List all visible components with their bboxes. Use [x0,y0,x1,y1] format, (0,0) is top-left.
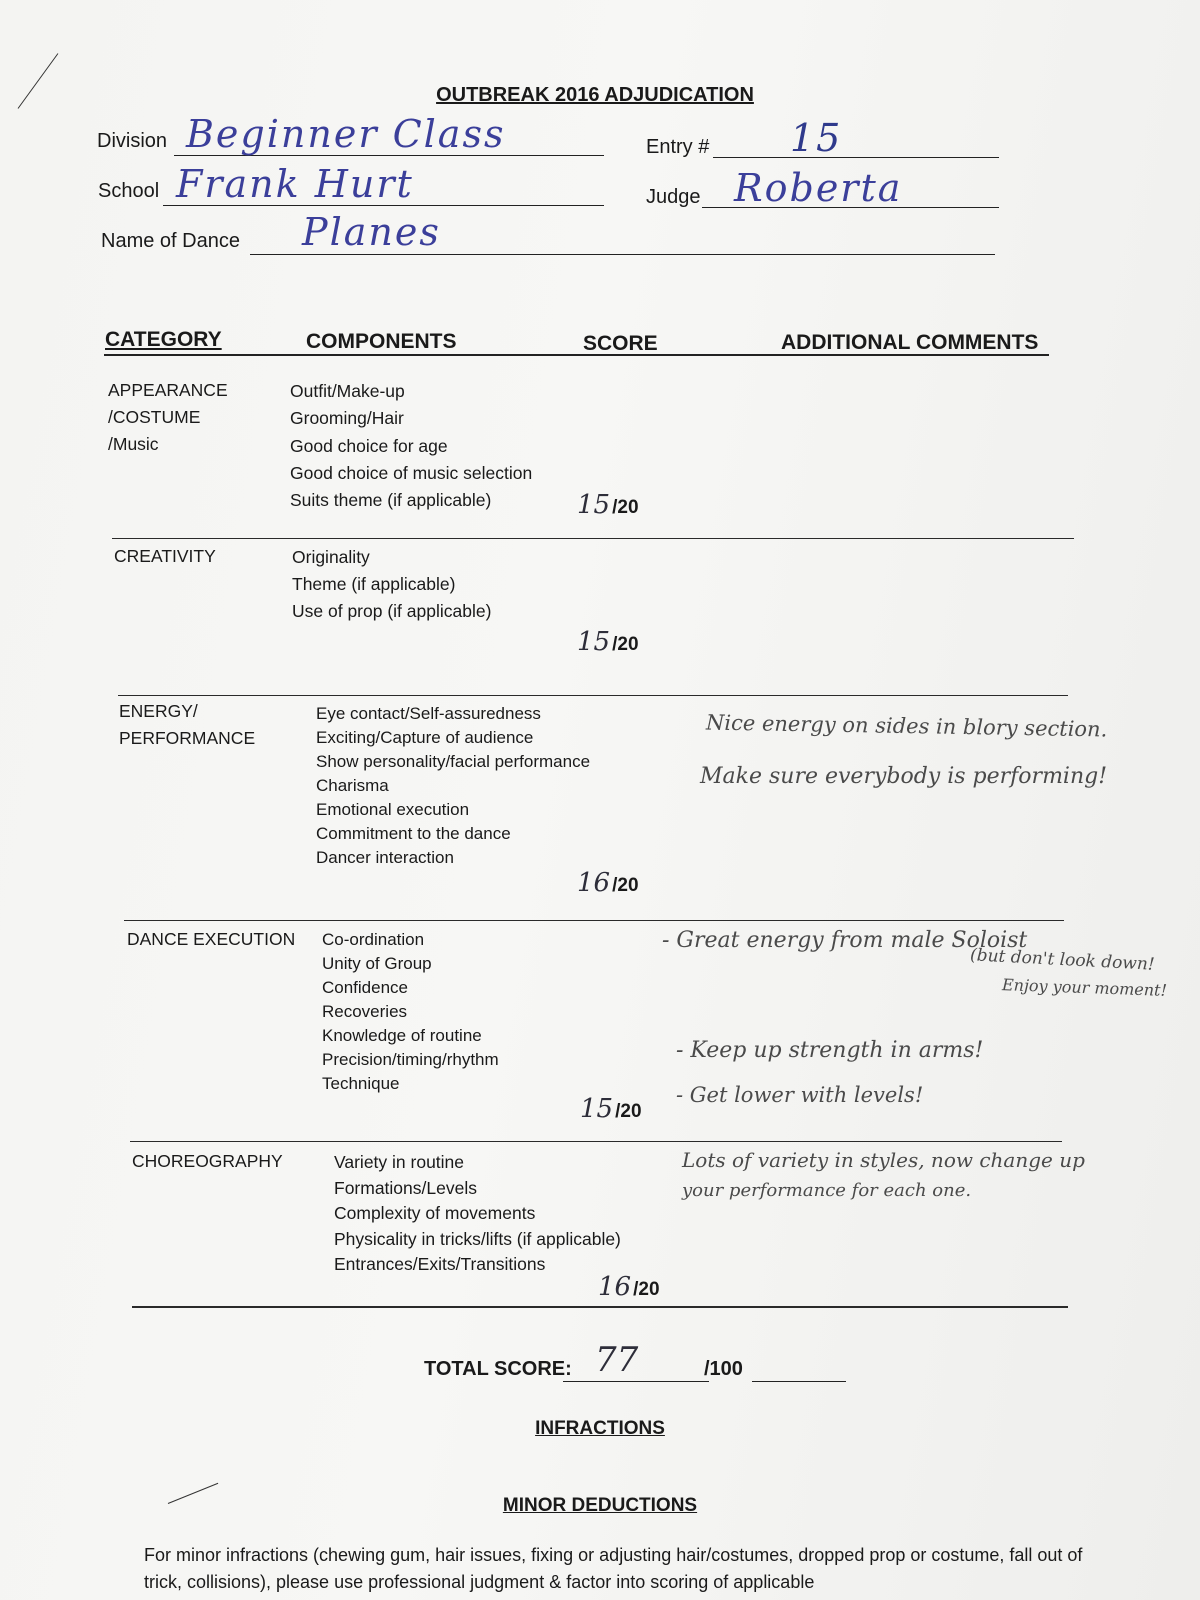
category-creativity: CREATIVITY [114,546,216,566]
comment-line: Make sure everybody is performing! [700,764,1108,789]
score-max: /20 [612,634,639,655]
component-item: Outfit/Make-up [290,381,405,401]
infractions-title: INFRACTIONS [535,1418,665,1439]
division-value: Beginner Class [186,112,506,156]
category-energy-performance: ENERGY/ PERFORMANCE [119,701,256,748]
score-appearance [577,490,639,520]
entry-value: 15 [790,116,843,160]
entry-label: Entry # [646,136,710,158]
component-item: Use of prop (if applicable) [292,601,492,621]
score-value: 15 [577,627,611,657]
component-item: Theme (if applicable) [292,574,456,594]
total-score-value: 77 [595,1340,639,1380]
component-item: Dancer interaction [316,848,454,867]
component-item: Suits theme (if applicable) [290,490,492,510]
components-energy-performance [316,701,590,870]
header-components: COMPONENTS [306,330,457,353]
score-value: 15 [577,490,611,520]
score-dance-execution [580,1094,642,1124]
header-underline [104,354,1049,356]
component-item: Formations/Levels [334,1178,477,1198]
minor-deductions-text: For minor infractions (chewing gum, hair issues, fixing or adjusting hair/costumes, dropped prop or costume, fall out of trick, collisions), please use professional judgment & factor into scoring of applicable [144,1545,1083,1592]
components-appearance [290,379,532,513]
components-choreography [334,1150,621,1277]
comment-line: - Great energy from male Soloist [662,928,1028,953]
separator-3 [124,920,1064,921]
component-item: Complexity of movements [334,1203,536,1223]
component-item: Precision/timing/rhythm [322,1050,499,1069]
total-score-max: /100 [704,1358,743,1380]
comment-line: Enjoy your moment! [1001,975,1168,1000]
comment-line: your performance for each one. [682,1180,972,1201]
total-score-line [563,1381,709,1382]
component-item: Originality [292,547,370,567]
dance-name-line [250,254,995,255]
component-item: Confidence [322,978,409,997]
comment-line: Nice energy on sides in blory section. [705,710,1108,742]
score-choreography [598,1272,660,1302]
component-item: Physicality in tricks/lifts (if applicable) [334,1229,621,1249]
component-item: Show personality/facial performance [316,752,591,771]
comment-line: Lots of variety in styles, now change up [682,1148,1085,1172]
score-max: /20 [612,875,639,896]
score-energy-performance [577,868,639,898]
score-max: /20 [612,497,639,518]
component-item: Entrances/Exits/Transitions [334,1254,546,1274]
comment-line: - Get lower with levels! [676,1083,924,1107]
division-label: Division [97,130,168,152]
score-creativity [577,627,639,657]
component-item: Charisma [316,776,389,795]
score-value: 16 [598,1272,632,1302]
components-creativity [292,545,491,624]
score-max: /20 [633,1279,660,1300]
component-item: Good choice of music selection [290,463,533,483]
components-dance-execution [322,927,499,1096]
score-value: 15 [580,1094,614,1124]
school-value: Frank Hurt [176,162,414,206]
comment-line: - Keep up strength in arms! [676,1038,984,1063]
minor-deductions-title: MINOR DEDUCTIONS [502,1495,698,1516]
component-item: Co-ordination [322,930,425,949]
header-category: CATEGORY [105,328,222,351]
component-item: Variety in routine [334,1152,465,1172]
form-title: OUTBREAK 2016 ADJUDICATION [436,84,754,106]
comment-line: (but don't look down! [969,945,1156,975]
entry-line [713,157,999,158]
category-choreography: CHOREOGRAPHY [132,1151,283,1171]
judge-label: Judge [646,186,701,208]
separator-2 [118,695,1068,696]
component-item: Recoveries [322,1002,408,1021]
component-item: Eye contact/Self-assuredness [316,704,541,723]
separator-4 [130,1141,1062,1142]
component-item: Good choice for age [290,436,448,456]
component-item: Exciting/Capture of audience [316,728,534,747]
separator-5 [132,1306,1068,1308]
header-additional-comments: ADDITIONAL COMMENTS [781,331,1039,354]
category-dance-execution: DANCE EXECUTION [127,929,296,949]
judge-value: Roberta [734,166,903,210]
dance-name-label: Name of Dance [101,230,240,252]
header-score: SCORE [583,332,658,355]
dance-name-value: Planes [302,210,441,254]
separator-1 [112,538,1074,539]
category-appearance: APPEARANCE /COSTUME /Music [108,380,228,454]
component-item: Commitment to the dance [316,824,511,843]
total-score-trailing-line [752,1381,846,1382]
component-item: Technique [322,1074,400,1093]
component-item: Emotional execution [316,800,470,819]
component-item: Grooming/Hair [290,408,404,428]
score-value: 16 [577,868,611,898]
component-item: Knowledge of routine [322,1026,482,1045]
component-item: Unity of Group [322,954,432,973]
total-score-label: TOTAL SCORE: [424,1358,572,1380]
school-label: School [98,180,160,202]
score-max: /20 [615,1101,642,1122]
